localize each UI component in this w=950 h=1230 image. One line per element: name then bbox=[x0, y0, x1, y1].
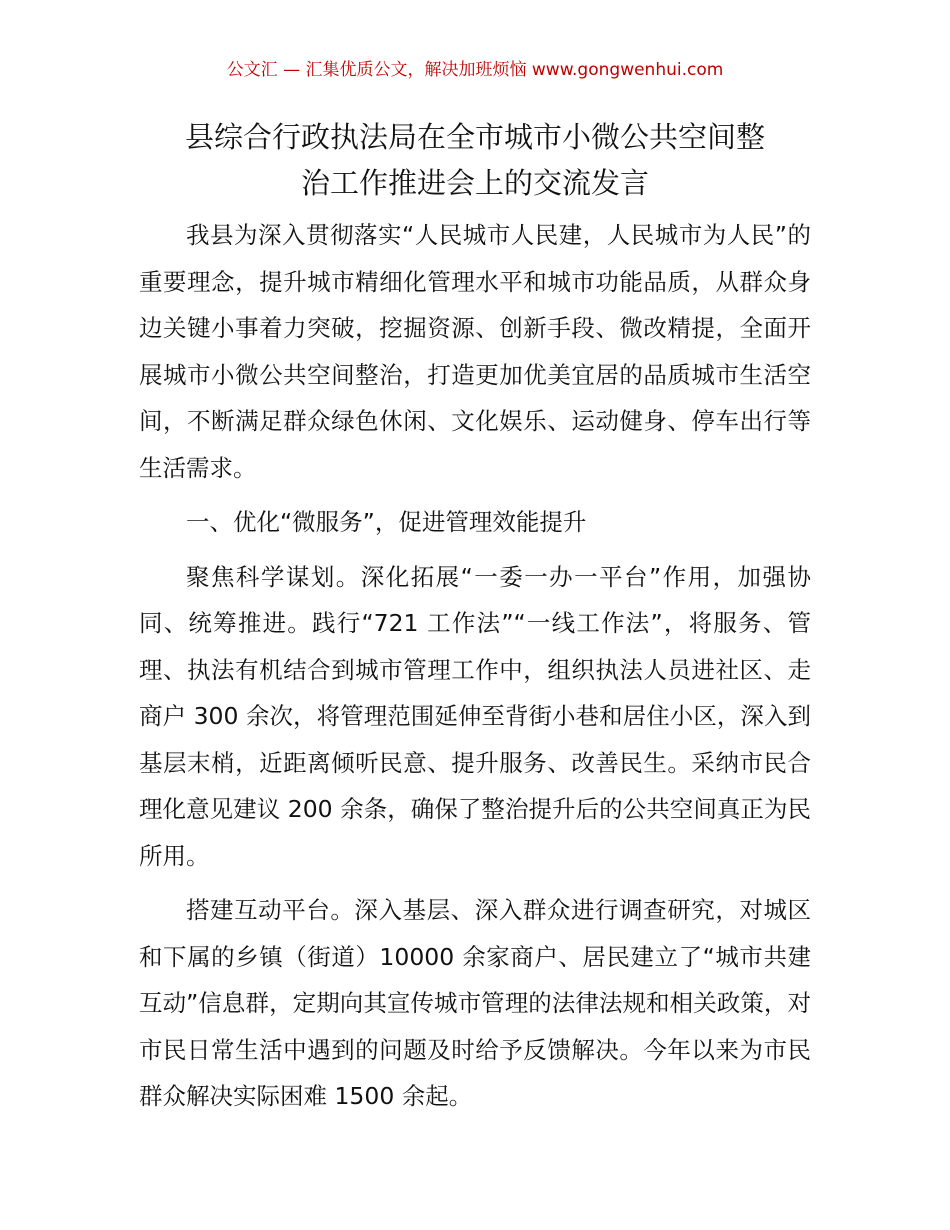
document-title-line-2: 治工作推进会上的交流发言 bbox=[300, 166, 649, 200]
intro-paragraph: 我县为深入贯彻落实“人民城市人民建，人民城市为人民”的重要理念，提升城市精细化管理水平和城市功能品质，从群众身边关键小事着力突破，挖掘资源、创新手段、微改精提，全面开展城市小微公共空间整治，打造更加优美宜居的品质城市生活空间，不断满足群众绿色休闲、文化娱乐、运动健身、停车出行等生活需求。 bbox=[139, 221, 811, 482]
header-banner: 公文汇 — 汇集优质公文，解决加班烦恼 www.gongwenhui.com bbox=[226, 60, 724, 80]
document-title-line-1: 县综合行政执法局在全市城市小微公共空间整 bbox=[184, 120, 765, 154]
document-body bbox=[139, 212, 811, 1128]
section-heading: 一、优化“微服务”，促进管理效能提升 bbox=[186, 508, 587, 536]
document-title bbox=[130, 114, 820, 206]
body-paragraph-platform: 搭建互动平台。深入基层、深入群众进行调查研究，对城区和下属的乡镇（街道）10000 余家商户、居民建立了“城市共建互动”信息群，定期向其宣传城市管理的法律法规和相关政策，对市民日常生活中遇到的问题及时给予反馈解决。今年以来为市民群众解决实际困难 1500 余起。 bbox=[139, 896, 811, 1110]
body-paragraph-planning: 聚焦科学谋划。深化拓展“一委一办一平台”作用，加强协同、统筹推进。践行“721 工作法”“一线工作法”，将服务、管理、执法有机结合到城市管理工作中，组织执法人员进社区、走商户 300 余次，将管理范围延伸至背街小巷和居住小区，深入到基层末梢，近距离倾听民意、提升服务、改善民生。采纳市民合理化意见建议 200 余条，确保了整治提升后的公共空间真正为民所用。 bbox=[139, 562, 811, 870]
